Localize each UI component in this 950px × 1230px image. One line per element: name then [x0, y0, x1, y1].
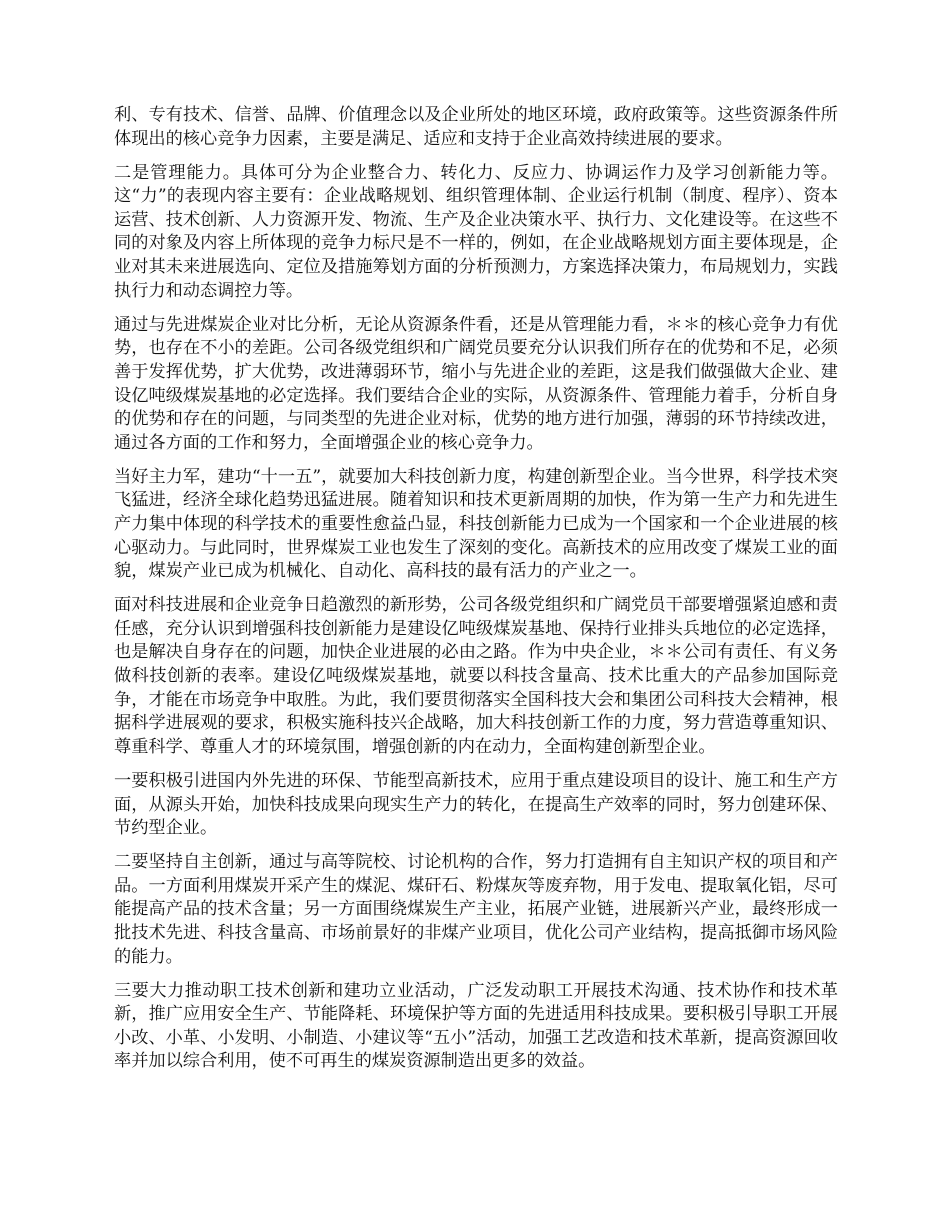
paragraph-point-three: 三要大力推动职工技术创新和建功立业活动，广泛发动职工开展技术沟通、技术协作和技术革新，推广应用安全生产、节能降耗、环境保护等方面的先进适用科技成果。要积极引导职工开展小改、小革、小发明、小制造、小建议等“五小”活动，加强工艺改造和技术革新，提高资源回收率并加以综合利用，使不可再生的煤炭资源制造出更多的效益。 — [114, 980, 838, 1072]
paragraph-comparison-analysis: 通过与先进煤炭企业对比分析，无论从资源条件看，还是从管理能力看，＊＊的核心竞争力有优势，也存在不小的差距。公司各级党组织和广阔党员要充分认识我们所存在的优势和不足，必须善于发挥优势，扩大优势，改进薄弱环节，缩小与先进企业的差距，这是我们做强做大企业、建设亿吨级煤炭基地的必定选择。我们要结合企业的实际，从资源条件、管理能力着手，分析自身的优势和存在的问题，与同类型的先进企业对标，优势的地方进行加强，薄弱的环节持续改进，通过各方面的工作和努力，全面增强企业的核心竞争力。 — [114, 314, 838, 453]
paragraph-point-two: 二要坚持自主创新，通过与高等院校、讨论机构的合作，努力打造拥有自主知识产权的项目和产品。一方面利用煤炭开采产生的煤泥、煤矸石、粉煤灰等废弃物，用于发电、提取氧化铝，尽可能提高产品的技术含量；另一方面围绕煤炭生产主业，拓展产业链，进展新兴产业，最终形成一批技术先进、科技含量高、市场前景好的非煤产业项目，优化公司产业结构，提高抵御市场风险的能力。 — [114, 852, 838, 967]
document-page — [114, 104, 838, 1085]
paragraph-point-one: 一要积极引进国内外先进的环保、节能型高新技术，应用于重点建设项目的设计、施工和生产方面，从源头开始，加快科技成果向现实生产力的转化，在提高生产效率的同时，努力创建环保、节约型企业。 — [114, 770, 838, 839]
paragraph-competition-situation: 面对科技进展和企业竞争日趋激烈的新形势，公司各级党组织和广阔党员干部要增强紧迫感和责任感，充分认识到增强科技创新能力是建设亿吨级煤炭基地、保持行业排头兵地位的必定选择，也是解决自身存在的问题，加快企业进展的必由之路。作为中央企业，＊＊公司有责任、有义务做科技创新的表率。建设亿吨级煤炭基地，就要以科技含量高、技术比重大的产品参加国际竞争，才能在市场竞争中取胜。为此，我们要贯彻落实全国科技大会和集团公司科技大会精神，根据科学进展观的要求，积极实施科技兴企战略，加大科技创新工作的力度，努力营造尊重知识、尊重科学、尊重人才的环境氛围，增强创新的内在动力，全面构建创新型企业。 — [114, 595, 838, 757]
paragraph-technology-innovation: 当好主力军，建功“十一五”，就要加大科技创新力度，构建创新型企业。当今世界，科学技术突飞猛进，经济全球化趋势迅猛进展。随着知识和技术更新周期的加快，作为第一生产力和先进生产力集中体现的科学技术的重要性愈益凸显，科技创新能力已成为一个国家和一个企业进展的核心驱动力。与此同时，世界煤炭工业也发生了深刻的变化。高新技术的应用改变了煤炭工业的面貌，煤炭产业已成为机械化、自动化、高科技的最有活力的产业之一。 — [114, 466, 838, 582]
paragraph-management-capability: 二是管理能力。具体可分为企业整合力、转化力、反应力、协调运作力及学习创新能力等。这“力”的表现内容主要有：企业战略规划、组织管理体制、企业运行机制（制度、程序）、资本运营、技术创新、人力资源开发、物流、生产及企业决策水平、执行力、文化建设等。在这些不同的对象及内容上所体现的竞争力标尺是不一样的，例如，在企业战略规划方面主要体现是，企业对其未来进展选向、定位及措施筹划方面的分析预测力，方案选择决策力，布局规划力，实践执行力和动态调控力等。 — [114, 162, 838, 301]
paragraph-resource-conditions: 利、专有技术、信誉、品牌、价值理念以及企业所处的地区环境，政府政策等。这些资源条件所体现出的核心竞争力因素，主要是满足、适应和支持于企业高效持续进展的要求。 — [114, 105, 838, 149]
